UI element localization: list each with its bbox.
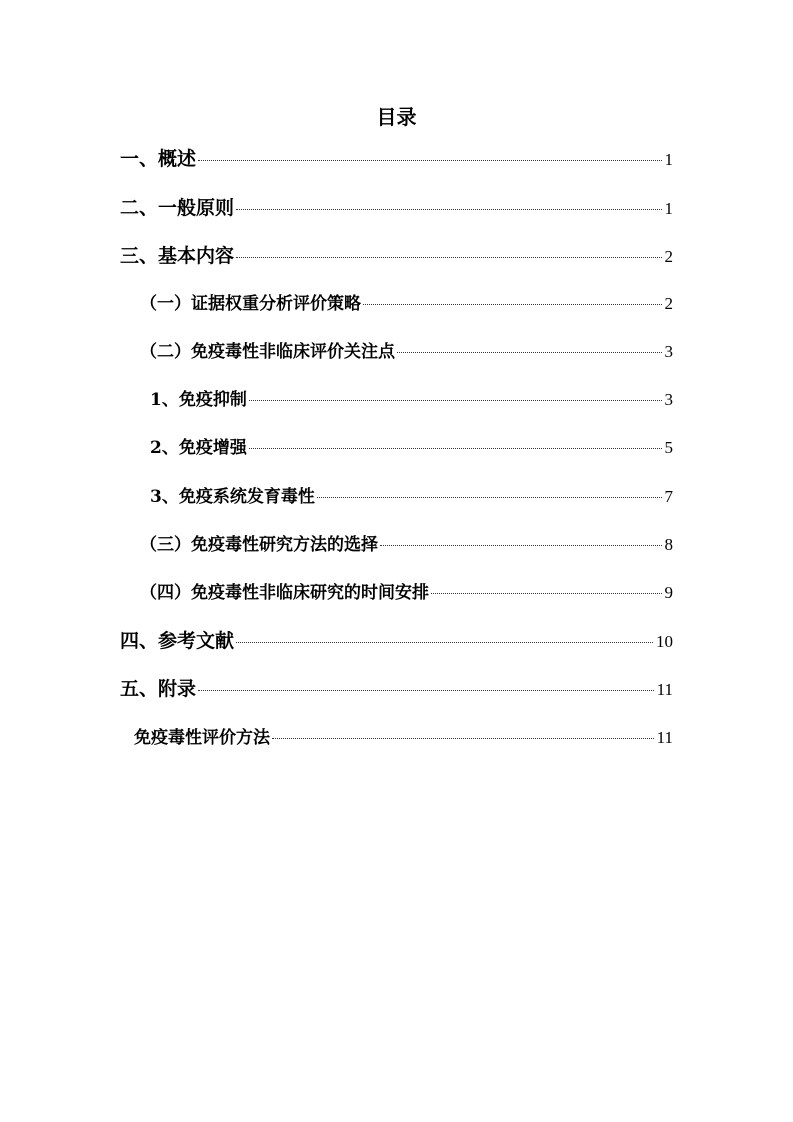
toc-dot-leader	[380, 545, 662, 546]
toc-entry-page: 3	[664, 342, 673, 361]
toc-dot-leader	[317, 497, 662, 498]
toc-entry-label: （三）免疫毒性研究方法的选择	[140, 535, 378, 555]
toc-entry-label: 免疫毒性评价方法	[134, 728, 270, 748]
toc-entry-basic-content[interactable]	[120, 242, 673, 270]
toc-dot-leader	[249, 448, 662, 449]
toc-entry-page: 7	[664, 487, 673, 506]
toc-dot-leader	[236, 642, 653, 643]
toc-entry-method-selection[interactable]	[140, 531, 673, 559]
toc-entry-page: 10	[656, 632, 673, 651]
toc-entry-label: 二、一般原则	[120, 197, 235, 219]
toc-entry-label: 1、免疫抑制	[150, 390, 247, 410]
toc-entry-immunosuppression[interactable]	[150, 386, 673, 414]
toc-dot-leader	[236, 209, 661, 210]
toc-entry-immunoenhancement[interactable]	[150, 434, 673, 462]
toc-entry-developmental-immunotoxicity[interactable]	[150, 483, 673, 511]
toc-entry-label: （二）免疫毒性非临床评价关注点	[140, 342, 395, 362]
toc-entry-page: 9	[664, 583, 673, 602]
toc-entry-label: 三、基本内容	[120, 245, 235, 267]
toc-entry-page: 5	[664, 438, 673, 457]
toc-entry-page: 1	[664, 150, 673, 169]
toc-entry-page: 1	[664, 199, 673, 218]
toc-dot-leader	[272, 738, 654, 739]
toc-title: 目录	[376, 105, 417, 129]
toc-dot-leader	[397, 352, 662, 353]
toc-entry-page: 8	[664, 535, 673, 554]
toc-dot-leader	[363, 304, 662, 305]
toc-dot-leader	[236, 257, 661, 258]
toc-dot-leader	[249, 400, 662, 401]
toc-entry-page: 11	[656, 680, 673, 699]
toc-entry-references[interactable]	[120, 627, 673, 655]
toc-entry-overview[interactable]	[120, 145, 673, 173]
toc-entry-label: 四、参考文献	[120, 630, 235, 652]
toc-entry-label: 3、免疫系统发育毒性	[150, 487, 315, 507]
toc-dot-leader	[198, 690, 654, 691]
toc-entry-label: 一、概述	[120, 148, 197, 170]
toc-entry-page: 3	[664, 390, 673, 409]
toc-entry-appendix[interactable]	[120, 675, 673, 703]
toc-dot-leader	[198, 160, 661, 161]
toc-entry-general-principles[interactable]	[120, 194, 673, 222]
toc-dot-leader	[431, 593, 662, 594]
toc-entry-label: （四）免疫毒性非临床研究的时间安排	[140, 583, 429, 603]
toc-entry-label: （一）证据权重分析评价策略	[140, 294, 361, 314]
toc-entry-page: 11	[656, 728, 673, 747]
toc-entry-weight-of-evidence[interactable]	[140, 290, 673, 318]
toc-entry-evaluation-methods[interactable]	[134, 724, 673, 752]
toc-entry-nonclinical-concerns[interactable]	[140, 338, 673, 366]
toc-entry-label: 五、附录	[120, 678, 197, 700]
toc-entry-page: 2	[664, 294, 673, 313]
toc-entry-page: 2	[664, 247, 673, 266]
toc-entry-timing[interactable]	[140, 579, 673, 607]
toc-entry-label: 2、免疫增强	[150, 438, 247, 458]
